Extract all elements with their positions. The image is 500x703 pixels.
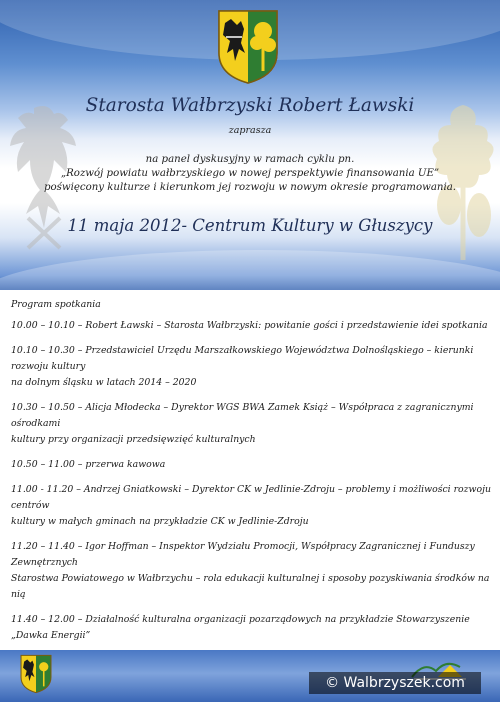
program-heading: Program spotkania <box>11 299 101 310</box>
page-title: Starosta Wałbrzyski Robert Ławski <box>85 95 415 116</box>
program-item-line: 10.50 – 11.00 – przerwa kawowa <box>11 459 166 470</box>
program-item-line: „Dawka Energii” <box>11 630 91 641</box>
program-item-line: 11.00 - 11.20 – Andrzej Gniatkowski – Dyrektor CK w Jedlinie-Zdroju – problemy i możliwości rozwoju centrów <box>11 484 491 511</box>
program-item <box>11 482 495 530</box>
program-item <box>11 612 495 644</box>
program-item <box>11 539 495 603</box>
panel-line: „Rozwój powiatu wałbrzyskiego w nowej perspektywie finansowania UE” <box>60 168 440 179</box>
program-item-line: na dolnym śląsku w latach 2014 – 2020 <box>11 377 197 388</box>
program-item-line: 11.20 – 11.40 – Igor Hoffman – Inspektor Wydziału Promocji, Współpracy Zagranicznej i Funduszy Zewnętrznych <box>11 541 475 568</box>
site-watermark: © Walbrzyszek.com <box>309 672 481 694</box>
program-item-line: kultury przy organizacji przedsięwzięć kulturalnych <box>11 434 256 445</box>
event-date-location: 11 maja 2012- Centrum Kultury w Głuszycy <box>67 216 433 235</box>
footer-coat-of-arms-icon <box>20 654 52 694</box>
program-item <box>11 457 495 473</box>
program-item <box>11 318 495 334</box>
program-item-line: 10.10 – 10.30 – Przedstawiciel Urzędu Marszałkowskiego Województwa Dolnośląskiego – kierunki rozwoju kultury <box>11 345 474 372</box>
program-item-line: 10.00 – 10.10 – Robert Ławski – Starosta Wałbrzyski: powitanie gości i przedstawienie idei spotkania <box>11 320 488 331</box>
coat-of-arms-icon <box>217 9 279 85</box>
program-item <box>11 400 495 448</box>
program-item-line: 11.40 – 12.00 – Działalność kulturalna organizacji pozarządowych na przykładzie Stowarzyszenie <box>11 614 470 625</box>
invites-text: zaprasza <box>228 125 272 136</box>
panel-line: poświęcony kulturze i kierunkom jej rozwoju w nowym okresie programowania. <box>43 182 457 193</box>
program-item-line: Starostwa Powiatowego w Wałbrzychu – rola edukacji kulturalnej i sposoby pozyskiwania środków na nią <box>11 573 490 600</box>
program-section <box>11 297 495 703</box>
panel-description <box>20 153 480 195</box>
program-item <box>11 343 495 391</box>
program-item-line: kultury w małych gminach na przykładzie CK w Jedlinie-Zdroju <box>11 516 309 527</box>
program-item-line: 10.30 – 10.50 – Alicja Młodecka – Dyrektor WGS BWA Zamek Książ – Współpraca z zagranicznymi ośrodkami <box>11 402 474 429</box>
panel-line: na panel dyskusyjny w ramach cyklu pn. <box>145 154 355 165</box>
